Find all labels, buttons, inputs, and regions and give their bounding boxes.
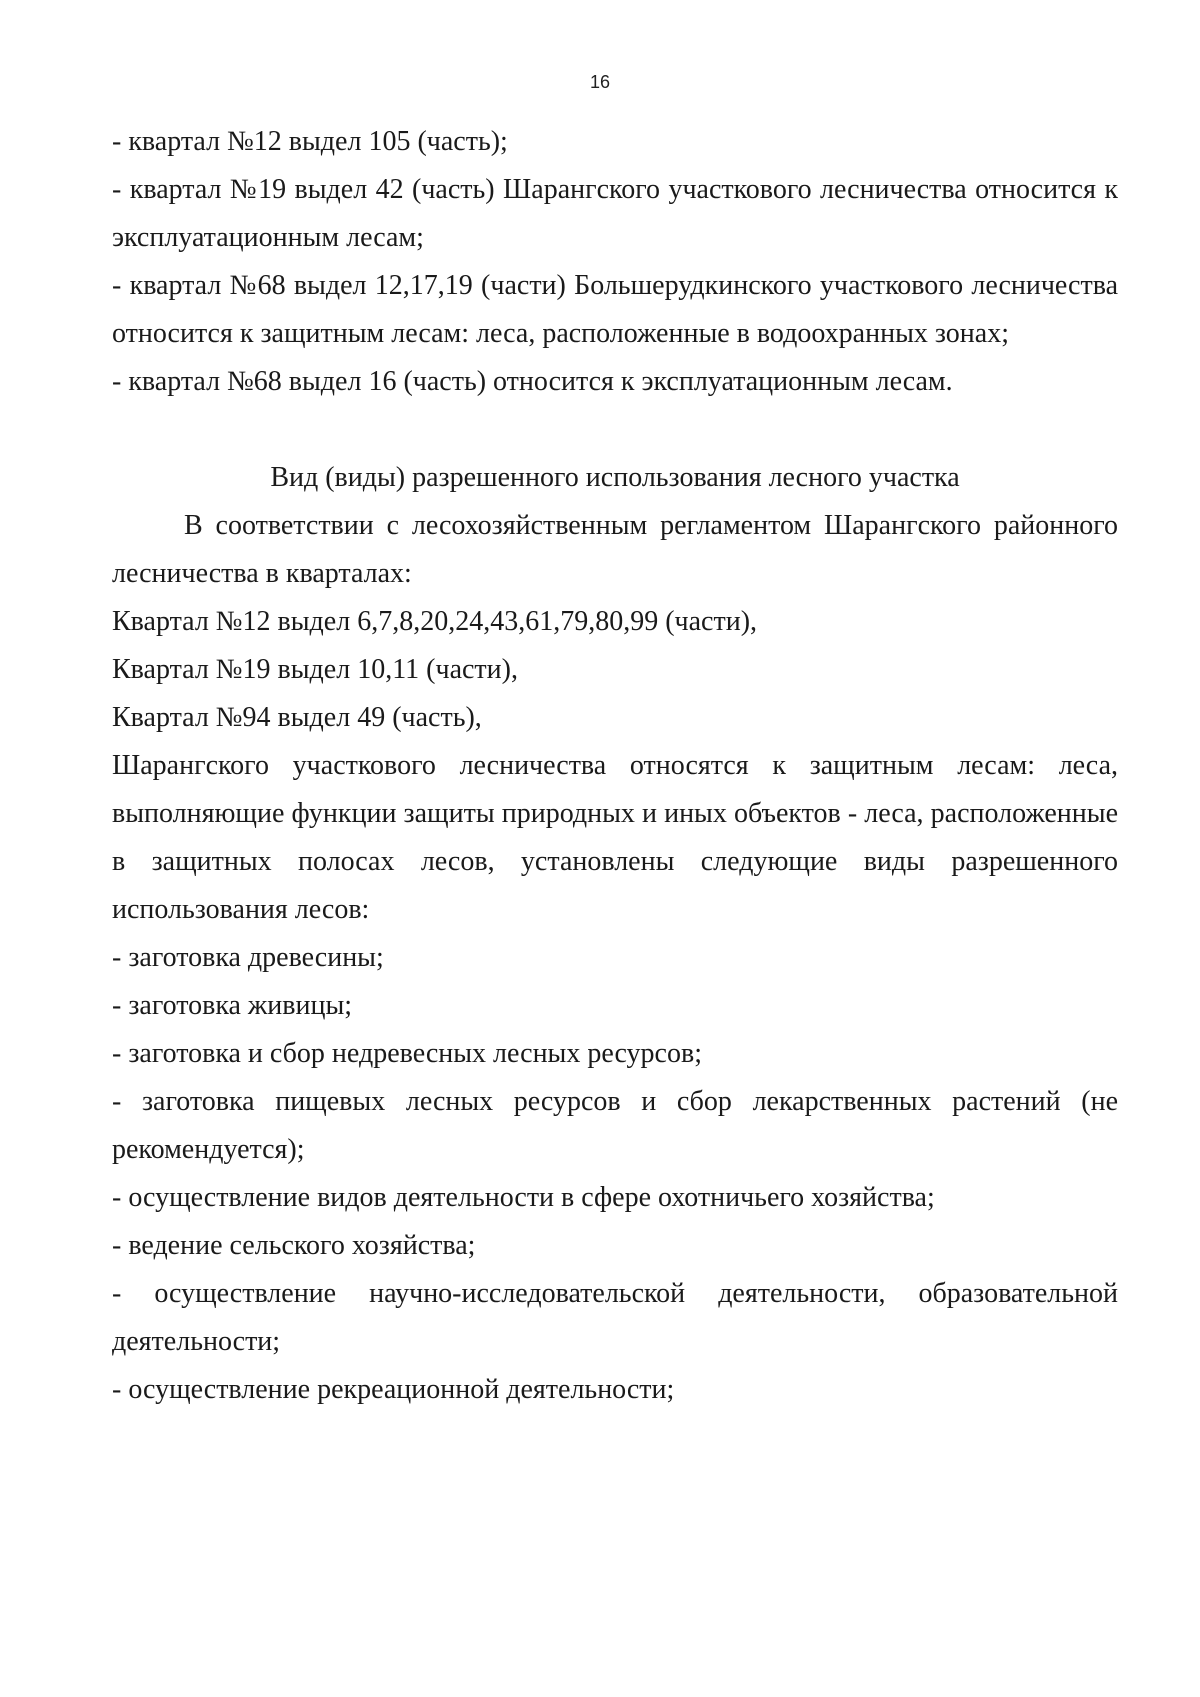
use-item: - заготовка древесины; xyxy=(112,942,384,973)
quarter-line: Квартал №19 выдел 10,11 (части), xyxy=(112,654,518,685)
quarter-line: Квартал №12 выдел 6,7,8,20,24,43,61,79,80,99 (части), xyxy=(112,606,758,637)
use-item: - осуществление рекреационной деятельности; xyxy=(112,1374,675,1405)
quarter-line: Квартал №94 выдел 49 (часть), xyxy=(112,702,482,733)
use-item: - заготовка пищевых лесных ресурсов и сбор лекарственных растений (не рекомендуется); xyxy=(112,1086,1118,1165)
page-content xyxy=(112,118,1118,1414)
use-item: - осуществление научно-исследовательской деятельности, образовательной деятельности; xyxy=(112,1278,1118,1357)
statement-paragraph: Шарангского участкового лесничества относятся к защитным лесам: леса, выполняющие функции защиты природных и иных объектов - леса, расположенные в защитных полосах лесов, установлены следующие виды разрешенного использования лесов: xyxy=(112,750,1118,925)
paragraph-quarter-12: - квартал №12 выдел 105 (часть); xyxy=(112,126,508,157)
use-item: - заготовка живицы; xyxy=(112,990,353,1021)
paragraph-quarter-68-operational: - квартал №68 выдел 16 (часть) относится к эксплуатационным лесам. xyxy=(112,366,953,397)
paragraph-quarter-19: - квартал №19 выдел 42 (часть) Шарангского участкового лесничества относится к эксплуатационным лесам; xyxy=(112,174,1118,253)
use-item: - заготовка и сбор недревесных лесных ресурсов; xyxy=(112,1038,702,1069)
use-item: - ведение сельского хозяйства; xyxy=(112,1230,476,1261)
use-item: - осуществление видов деятельности в сфере охотничьего хозяйства; xyxy=(112,1182,935,1213)
page-number: 16 xyxy=(589,72,611,92)
intro-paragraph: В соответствии с лесохозяйственным регламентом Шарангского районного лесничества в кварталах: xyxy=(112,510,1118,589)
paragraph-quarter-68-protective: - квартал №68 выдел 12,17,19 (части) Большерудкинского участкового лесничества относится к защитным лесам: леса, расположенные в водоохранных зонах; xyxy=(112,270,1118,349)
section-heading: Вид (виды) разрешенного использования лесного участка xyxy=(270,462,960,493)
